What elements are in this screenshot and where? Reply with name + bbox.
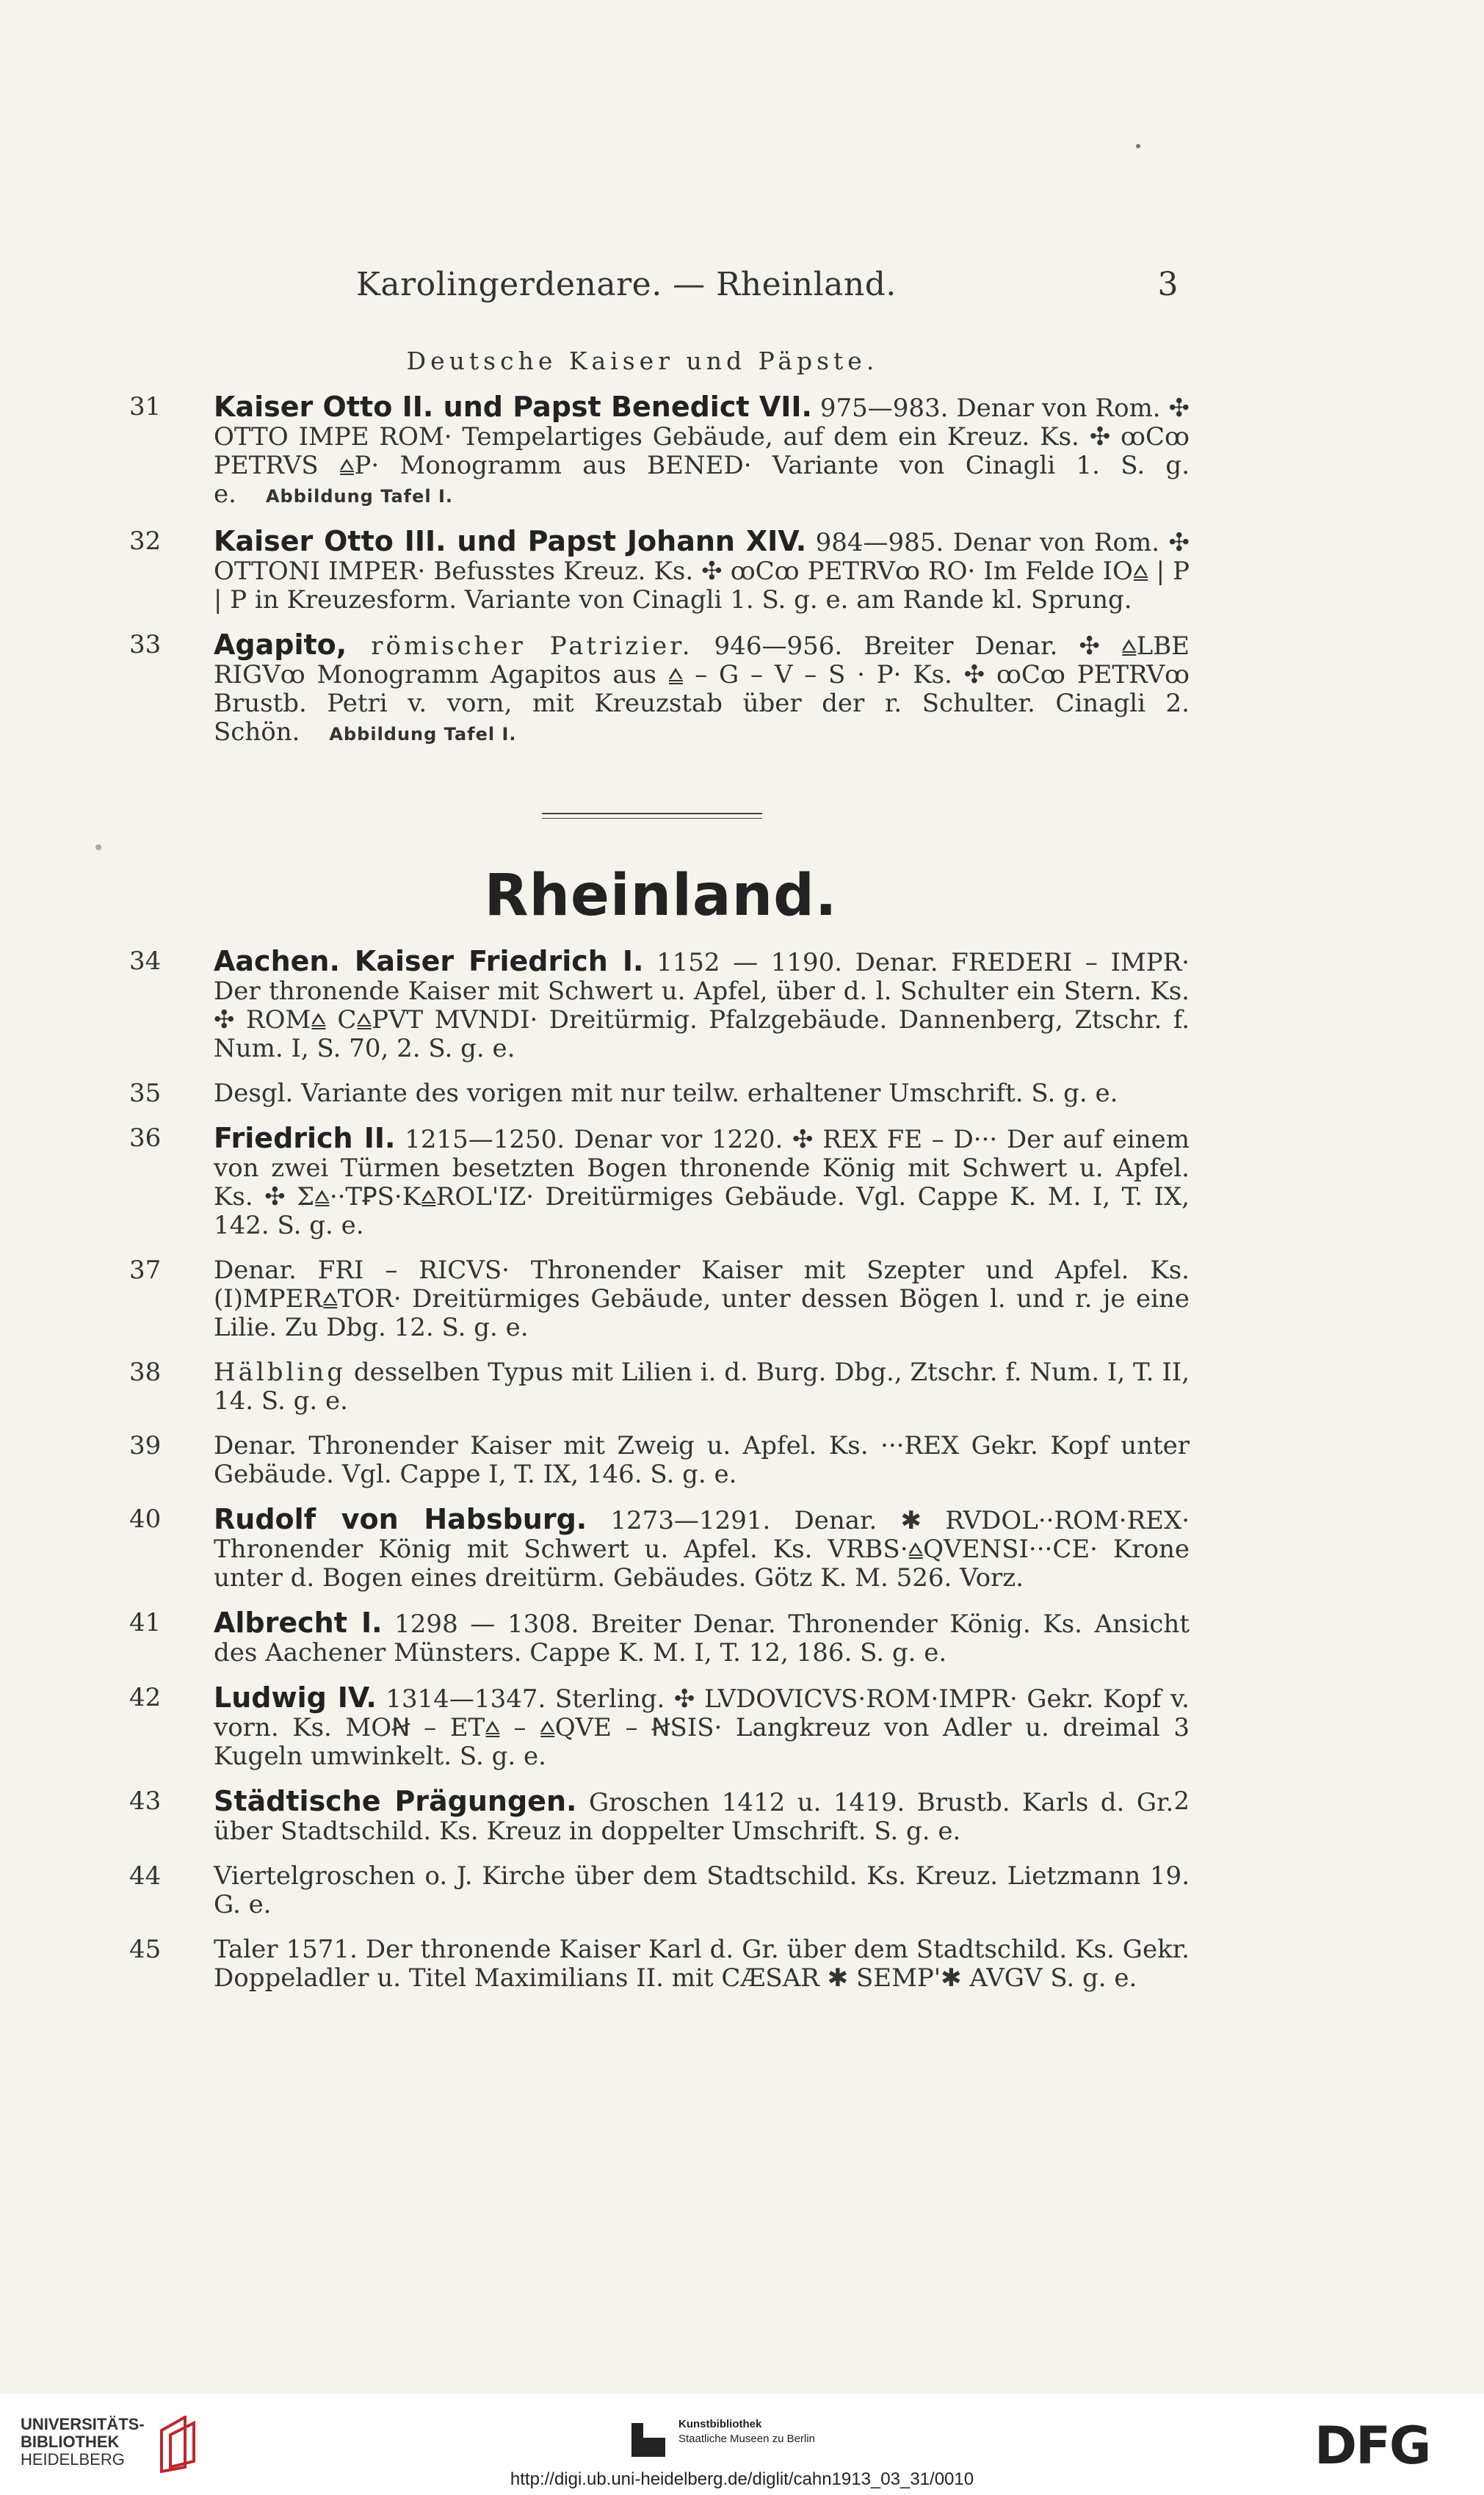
entry-description: 1152 — 1190. Denar. FREDERI – IMPR· Der thronende Kaiser mit Schwert u. Apfel, über d. l. Schulter ein Stern. Ks. ✣ ROM⩠ C⩠PVT MVNDI· Dreitürmig. Pfalzgebäude. Dannenberg, Ztschr. f. Num. I, S. 70, 2. S. g. e. xyxy=(214,948,1190,1063)
catalog-entry xyxy=(117,1862,1190,1919)
entry-description: 1298 — 1308. Breiter Denar. Thronender König. Ks. Ansicht des Aachener Münsters. Cappe K. M. I, T. 12, 186. S. g. e. xyxy=(214,1609,1190,1667)
entry-number: 44 xyxy=(129,1861,162,1891)
entry-description: Denar. FRI – RICVS· Thronender Kaiser mit Szepter und Apfel. Ks. (I)MPER⩠TOR· Dreitürmiges Gebäude, unter dessen Bögen l. und r. je eine Lilie. Zu Dbg. 12. S. g. e. xyxy=(214,1256,1190,1342)
entry-heading: Städtische Prägungen. xyxy=(214,1785,577,1817)
entry-description: Taler 1571. Der thronende Kaiser Karl d. Gr. über dem Stadtschild. Ks. Gekr. Doppeladler u. Titel Maximilians II. mit CÆSAR ✱ SEMP'✱ AVGV S. g. e. xyxy=(214,1935,1190,1993)
catalog-entry xyxy=(117,527,1190,615)
catalog-entry xyxy=(117,1787,1190,1846)
catalog-entry xyxy=(117,1935,1190,1993)
plate-reference: Abbildung Tafel I. xyxy=(265,486,454,507)
entries-list-emperors-popes xyxy=(117,393,1190,765)
entry-number: 39 xyxy=(129,1431,162,1460)
entry-quantity: 2 xyxy=(1173,1786,1190,1816)
entry-spaced-term: Hälbling xyxy=(214,1358,346,1387)
running-head xyxy=(356,266,1179,310)
page-footer xyxy=(0,2394,1484,2495)
entry-description: 1273—1291. Denar. ✱ RVDOL··ROM·REX· Thronender König mit Schwert u. Apfel. Ks. VRBS·⩠QVENSI···CE· Krone unter d. Bogen eines dreitürm. Gebäudes. Götz K. M. 526. Vorz. xyxy=(214,1506,1190,1593)
catalog-entry xyxy=(117,947,1190,1063)
entry-description: Groschen 1412 u. 1419. Brustb. Karls d. Gr. über Stadtschild. Ks. Kreuz in doppelter Umschrift. S. g. e. xyxy=(214,1788,1174,1846)
section-divider xyxy=(542,813,762,819)
entry-number: 34 xyxy=(129,946,162,976)
entry-heading: Kaiser Otto II. und Papst Benedict VII. xyxy=(214,391,812,423)
catalog-entry xyxy=(117,1079,1190,1108)
entry-heading: Rudolf von Habsburg. xyxy=(214,1503,587,1535)
entry-number: 33 xyxy=(129,630,162,659)
catalog-entry xyxy=(117,1681,1190,1771)
entry-spaced-term: römischer Patrizier. xyxy=(347,631,693,661)
section-subheading: Deutsche Kaiser und Päpste. xyxy=(406,347,879,375)
running-head-title: Karolingerdenare. — Rheinland. xyxy=(356,266,897,303)
entry-number: 43 xyxy=(129,1786,162,1816)
kb-name: Kunstbibliothek xyxy=(678,2418,762,2430)
catalog-entry xyxy=(117,1505,1190,1593)
catalog-entry xyxy=(117,1432,1190,1489)
entries-list-rheinland xyxy=(117,947,1190,2009)
speck xyxy=(1136,144,1140,148)
entry-number: 45 xyxy=(129,1935,162,1964)
catalog-entry xyxy=(117,1358,1190,1416)
library-name-line3: HEIDELBERG xyxy=(21,2450,125,2469)
catalog-entry xyxy=(117,1609,1190,1667)
entry-number: 31 xyxy=(129,392,162,421)
permalink-url[interactable]: http://digi.ub.uni-heidelberg.de/diglit/cahn1913_03_31/0010 xyxy=(510,2469,974,2489)
entry-description: 975—983. Denar von Rom. ✣ OTTO IMPE ROM· Tempelartiges Gebäude, auf dem ein Kreuz. Ks. ✣ ꝏCꝏ PETRVS ⩠P· Monogramm aus BENED· Variante von Cinagli 1. S. g. e. xyxy=(214,394,1190,509)
university-library-logo[interactable] xyxy=(21,2416,145,2469)
entry-number: 36 xyxy=(129,1123,162,1153)
entry-description: desselben Typus mit Lilien i. d. Burg. Dbg., Ztschr. f. Num. I, T. II, 14. S. g. e. xyxy=(214,1358,1190,1416)
entry-number: 42 xyxy=(129,1683,162,1712)
catalog-entry xyxy=(117,1124,1190,1240)
section-title: Rheinland. xyxy=(484,863,838,929)
entry-heading: Agapito, xyxy=(214,629,347,661)
entry-description: 1215—1250. Denar vor 1220. ✣ REX FE – D··· Der auf einem von zwei Türmen besetzten Bogen thronende König mit Schwert u. Apfel. Ks. ✣ Σ⩠··TꝐS·K⩠ROL'IZ· Dreitürmiges Gebäude. Vgl. Cappe K. M. I, T. IX, 142. S. g. e. xyxy=(214,1125,1190,1240)
entry-heading: Albrecht I. xyxy=(214,1607,383,1639)
speck xyxy=(95,844,101,850)
kunstbibliothek-mark-icon xyxy=(631,2423,665,2457)
entry-number: 32 xyxy=(129,526,162,556)
entry-number: 40 xyxy=(129,1504,162,1534)
catalog-entry xyxy=(117,631,1190,749)
library-emblem-icon xyxy=(156,2416,200,2473)
entry-number: 38 xyxy=(129,1358,162,1387)
entry-description: Desgl. Variante des vorigen mit nur teilw. erhaltener Umschrift. S. g. e. xyxy=(214,1079,1118,1108)
kb-subname: Staatliche Museen zu Berlin xyxy=(678,2433,815,2445)
entry-heading: Aachen. Kaiser Friedrich I. xyxy=(214,945,644,977)
entry-description: 984—985. Denar von Rom. ✣ OTTONI IMPER· Befusstes Kreuz. Ks. ✣ ꝏCꝏ PETRVꝏ RO· Im Felde IO⩠ | P | P in Kreuzesform. Variante von Cinagli 1. S. g. e. am Rande kl. Sprung. xyxy=(214,528,1190,615)
catalog-entry xyxy=(117,393,1190,511)
library-name-line2: BIBLIOTHEK xyxy=(21,2433,120,2451)
page-number: 3 xyxy=(1157,266,1179,303)
entry-number: 41 xyxy=(129,1608,162,1637)
entry-description: Denar. Thronender Kaiser mit Zweig u. Apfel. Ks. ···REX Gekr. Kopf unter Gebäude. Vgl. Cappe I, T. IX, 146. S. g. e. xyxy=(214,1431,1190,1489)
entry-heading: Ludwig IV. xyxy=(214,1681,377,1714)
entry-description: 1314—1347. Sterling. ✣ LVDOVICVS·ROM·IMPR· Gekr. Kopf v. vorn. Ks. MOꞤ – ET⩠ – ⩠QVE – ꞤSIS· Langkreuz von Adler u. dreimal 3 Kugeln umwinkelt. S. g. e. xyxy=(214,1684,1190,1771)
library-name-line1: UNIVERSITÄTS- xyxy=(21,2415,145,2433)
entry-description: 946—956. Breiter Denar. ✣ ⩠LBE RIGVꝏ Monogramm Agapitos aus ⩠ – G – V – S · P· Ks. ✣ ꝏCꝏ PETRVꝏ Brustb. Petri v. vorn, mit Kreuzstab über der r. Schulter. Cinagli 2. Schön. xyxy=(214,631,1190,747)
entry-heading: Friedrich II. xyxy=(214,1122,396,1154)
entry-number: 35 xyxy=(129,1079,162,1108)
entry-description: Viertelgroschen o. J. Kirche über dem Stadtschild. Ks. Kreuz. Lietzmann 19. G. e. xyxy=(214,1861,1190,1919)
plate-reference: Abbildung Tafel I. xyxy=(329,724,517,745)
entry-number: 37 xyxy=(129,1256,162,1285)
catalog-entry xyxy=(117,1256,1190,1342)
dfg-logo[interactable]: DFG xyxy=(1314,2416,1430,2476)
entry-heading: Kaiser Otto III. und Papst Johann XIV. xyxy=(214,525,807,557)
